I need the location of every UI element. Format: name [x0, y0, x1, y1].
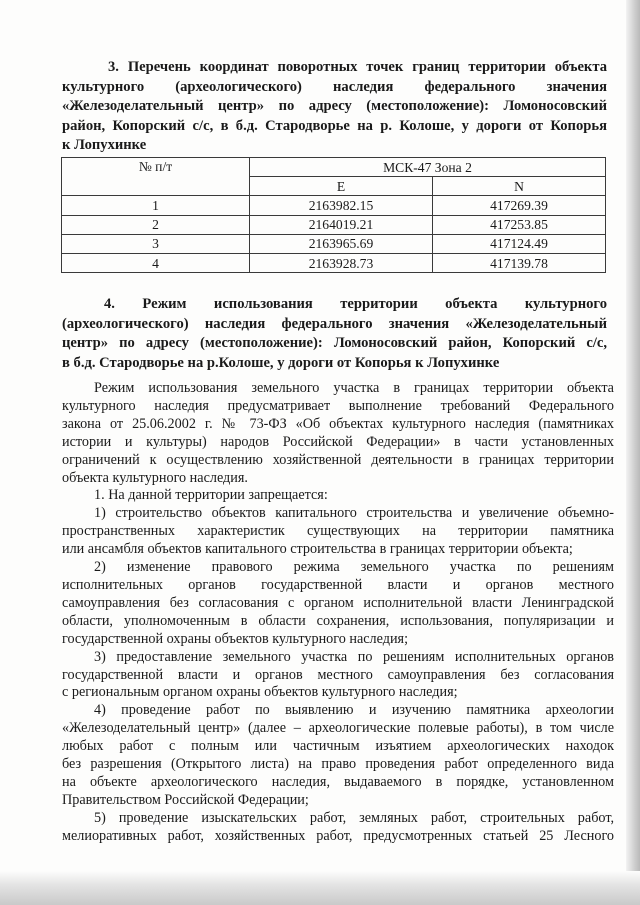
scan-right-edge: [626, 0, 640, 905]
cell-number: 4: [62, 253, 250, 272]
cell-number: 2: [62, 215, 250, 234]
header-e: E: [250, 177, 433, 196]
regime-text: [62, 380, 614, 846]
text-line: 4) проведение работ по выявлению и изучению памятника археологии: [94, 702, 614, 719]
cell-number: 3: [62, 234, 250, 253]
heading-line: 4. Режим использования территории объекта культурного: [104, 296, 607, 312]
text-line: 1. На данной территории запрещается:: [94, 487, 328, 504]
heading-line: к Лопухинке: [62, 137, 147, 153]
text-line: государственной власти и органов местного самоуправления без согласования: [62, 666, 614, 683]
heading-line: район, Копорский с/с, в б.д. Стародворье на р. Колоше, у дороги от Копорья: [62, 117, 607, 134]
heading-line: в б.д. Стародворье на р.Колоше, у дороги от Копорья к Лопухинке: [62, 354, 500, 371]
scan-bottom-edge: [0, 871, 640, 905]
text-line: закона от 25.06.2002 г. № 73-ФЗ «Об объектах культурного наследия (памятниках: [62, 415, 614, 432]
text-line: с региональным органом охраны объектов культурного наследия;: [62, 684, 458, 701]
cell-n: 417253.85: [433, 215, 606, 234]
cell-n: 417269.39: [433, 196, 606, 215]
text-line: исполнительных органов государственной власти и органов местного: [62, 576, 614, 593]
text-line: государственной охраны объектов культурного наследия;: [62, 630, 409, 647]
header-n: N: [433, 177, 606, 196]
cell-e: 2163982.15: [250, 196, 433, 215]
text-line: мелиоративных работ, хозяйственных работ, предусмотренных статьей 25 Лесного: [62, 827, 614, 844]
table-row: [62, 196, 606, 215]
text-line: или ансамбля объектов капитального строительства в границах территории объекта;: [62, 541, 573, 558]
cell-e: 2164019.21: [250, 215, 433, 234]
cell-number: 1: [62, 196, 250, 215]
heading-line: «Железоделательный центр» по адресу (местоположение): Ломоносовский: [62, 98, 607, 114]
coordinates-table: [61, 157, 606, 273]
text-line: ограничений к осуществлению хозяйственной деятельности в границах территории: [62, 451, 614, 468]
text-line: 3) предоставление земельного участка по решениям исполнительных органов: [94, 648, 614, 665]
text-line: самоуправления без согласования с органом исполнительной власти Ленинградской: [62, 594, 614, 611]
heading-line: культурного (археологического) наследия федерального значения: [62, 78, 607, 95]
cell-n: 417124.49: [433, 234, 606, 253]
section-3-heading: [62, 58, 607, 156]
header-number: № п/т: [62, 158, 250, 196]
text-line: любых работ с полным или частичным изъятием археологических находок: [62, 738, 614, 755]
text-line: 5) проведение изыскательских работ, земляных работ, строительных работ,: [94, 809, 614, 826]
section-4-heading: [62, 295, 607, 373]
heading-line: (археологического) наследия федерального значения «Железоделательный: [62, 315, 607, 332]
text-line: истории и культуры) народов Российской Федерации» в части установленных: [62, 433, 614, 450]
text-line: «Железоделательный центр» (далее – археологические полевые работы), в том числе: [62, 720, 614, 737]
text-line: на объекте археологического наследия, выдаваемого в порядке, установленном: [62, 773, 614, 790]
text-line: Правительством Российской Федерации;: [62, 791, 309, 808]
text-line: объекта культурного наследия.: [62, 469, 248, 486]
table-row: [62, 234, 606, 253]
table-row: [62, 253, 606, 272]
text-line: 1) строительство объектов капитального строительства и увеличение объемно-: [94, 505, 614, 522]
header-coordinate-system: МСК-47 Зона 2: [250, 158, 606, 177]
text-line: культурного наследия предусматривает выполнение требований Федерального: [62, 397, 614, 414]
cell-n: 417139.78: [433, 253, 606, 272]
text-line: пространственных характеристик существующих на территории памятника: [62, 523, 614, 540]
cell-e: 2163928.73: [250, 253, 433, 272]
heading-line: 3. Перечень координат поворотных точек границ территории объекта: [108, 59, 607, 75]
cell-e: 2163965.69: [250, 234, 433, 253]
table-header-row: [62, 158, 606, 177]
table-row: [62, 215, 606, 234]
text-line: без разрешения (Открытого листа) на право проведения работ определенного вида: [62, 756, 614, 773]
text-line: Режим использования земельного участка в границах территории объекта: [94, 380, 614, 396]
text-line: области, уполномоченным в области сохранения, использования, популяризации и: [62, 612, 614, 629]
heading-line: центр» по адресу (местоположение): Ломоносовский район, Копорский с/с,: [62, 335, 607, 351]
text-line: 2) изменение правового режима земельного участка по решениям: [94, 559, 614, 576]
